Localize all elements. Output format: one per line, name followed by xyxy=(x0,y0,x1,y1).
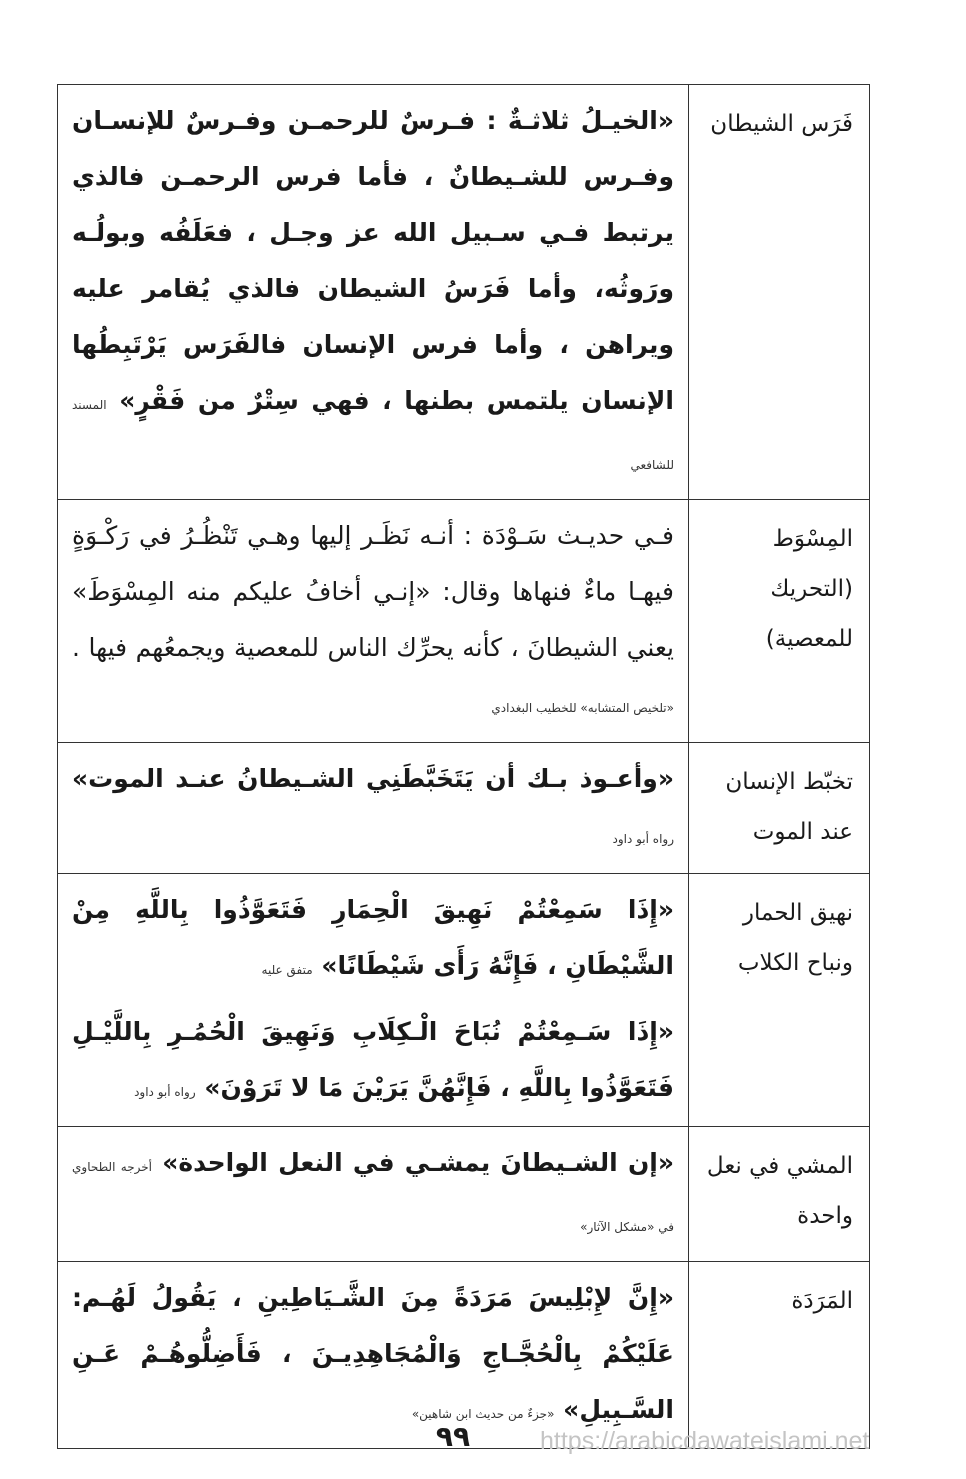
hadith-text: «إِذَا سَمِعْتُمْ نَهِيقَ الْحِمَارِ فَتَعَوَّذُوا بِاللَّهِ مِنْ الشَّيْطَانِ ، فَإِنَّهُ رَأَى شَيْطَانًا» xyxy=(72,895,674,980)
hadith-text: فـي حديـث سَـوْدَة : أنـه نَظَـر إليها وهـي تَنْظُـرُ في رَكْـوَةٍ فيهـا ماءٌ فنهاها وقال: «إنـي أخافُ عليكم منه المِسْوَطَ» يعني الشيطانَ ، كأنه يحرِّك الناس للمعصية ويجمعُهم فيها . xyxy=(72,521,674,662)
definition-text xyxy=(58,85,688,499)
hadith-text: «وأعـوذ بـك أن يَتَخَبَّطَنِي الشـيطانُ عنـد الموت» xyxy=(72,764,674,793)
definition-cell xyxy=(58,1262,689,1449)
hadith-text-2: «إِذَا سَـمِعْتُمْ نُبَاحَ الْـكِلَابِ وَنَهِيقَ الْحُمُـرِ بِاللَّيْـلِ فَتَعَوَّذُوا بِاللَّهِ ، فَإِنَّهُنَّ يَرَيْنَ مَا لا تَرَوْنَ» xyxy=(72,1017,674,1102)
term-cell xyxy=(689,874,870,1127)
definition-text xyxy=(58,874,688,1126)
table-row xyxy=(58,743,870,874)
term-label: المَرَدَة xyxy=(791,1288,853,1314)
term-label: نهيق الحمار ونباح الكلاب xyxy=(737,900,853,976)
source-citation: «جزءٌ من حديث ابن شاهين» xyxy=(411,1407,555,1421)
term-label: تخبّط الإنسان عند الموت xyxy=(725,769,853,845)
source-citation: متفق عليه xyxy=(261,963,313,977)
term-cell xyxy=(689,500,870,743)
watermark-url: https://arabicdawateislami.net xyxy=(540,1427,870,1455)
source-citation: المسند للشافعي xyxy=(72,398,674,472)
table-row xyxy=(58,500,870,743)
source-citation-2: رواه أبو داود xyxy=(134,1085,196,1099)
table-row xyxy=(58,1127,870,1262)
hadith-text: «إِنَّ لإِبْلِيسَ مَرَدَةً مِنَ الشَّـيَاطِينِ ، يَقُولُ لَهُـم: عَلَيْكُمْ بِالْحُجَّـاجِ وَالْمُجَاهِدِيـنَ ، فَأَضِلُّوهُـمْ عَـنِ السَّـبِيلِ» xyxy=(72,1283,674,1424)
source-citation: «تلخيص المتشابه» للخطيب البغدادي xyxy=(491,701,674,715)
definition-text xyxy=(58,1262,688,1448)
spacer xyxy=(72,998,674,1004)
definition-cell xyxy=(58,743,689,874)
definition-text xyxy=(58,743,688,873)
definition-text xyxy=(58,500,688,742)
glossary-table xyxy=(57,84,870,1449)
term-cell xyxy=(689,743,870,874)
hadith-text: «الخيـلُ ثلاثـةٌ : فـرسٌ للرحمـن وفـرسٌ للإنسـان وفـرس للشـيطانٌ ، فأما فرس الرحمـن فالذي يرتبط فـي سـبيل الله عز وجـل ، فعَلَفُه وبولُـه ورَوثُه، وأما فَرَسُ الشيطان فالذي يُقامر عليه ويراهن ، وأما فرس الإنسان فالفَرَس يَرْتَبِطُها الإنسان يلتمس بطنها ، فهي سِتْرٌ من فَقْرٍ» xyxy=(72,106,674,415)
definition-text xyxy=(58,1127,688,1261)
term-label: المشي في نعل واحدة xyxy=(706,1153,853,1229)
table-row xyxy=(58,874,870,1127)
source-citation: أخرجه الطحاوي في «مشكل الآثار» xyxy=(72,1160,674,1234)
term-label: المِسْوَط (التحريك للمعصية) xyxy=(765,526,853,652)
table-row xyxy=(58,85,870,500)
definition-cell xyxy=(58,85,689,500)
definition-cell xyxy=(58,874,689,1127)
hadith-text: «إن الشـيطانَ يمشـي في النعل الواحدة» xyxy=(162,1148,674,1177)
definition-cell xyxy=(58,1127,689,1262)
source-citation: رواه أبو داود xyxy=(612,832,674,846)
term-cell xyxy=(689,85,870,500)
page-number: ٩٩ xyxy=(435,1420,471,1453)
term-label: فَرَس الشيطان xyxy=(710,111,853,137)
term-cell xyxy=(689,1262,870,1449)
term-cell xyxy=(689,1127,870,1262)
definition-cell xyxy=(58,500,689,743)
